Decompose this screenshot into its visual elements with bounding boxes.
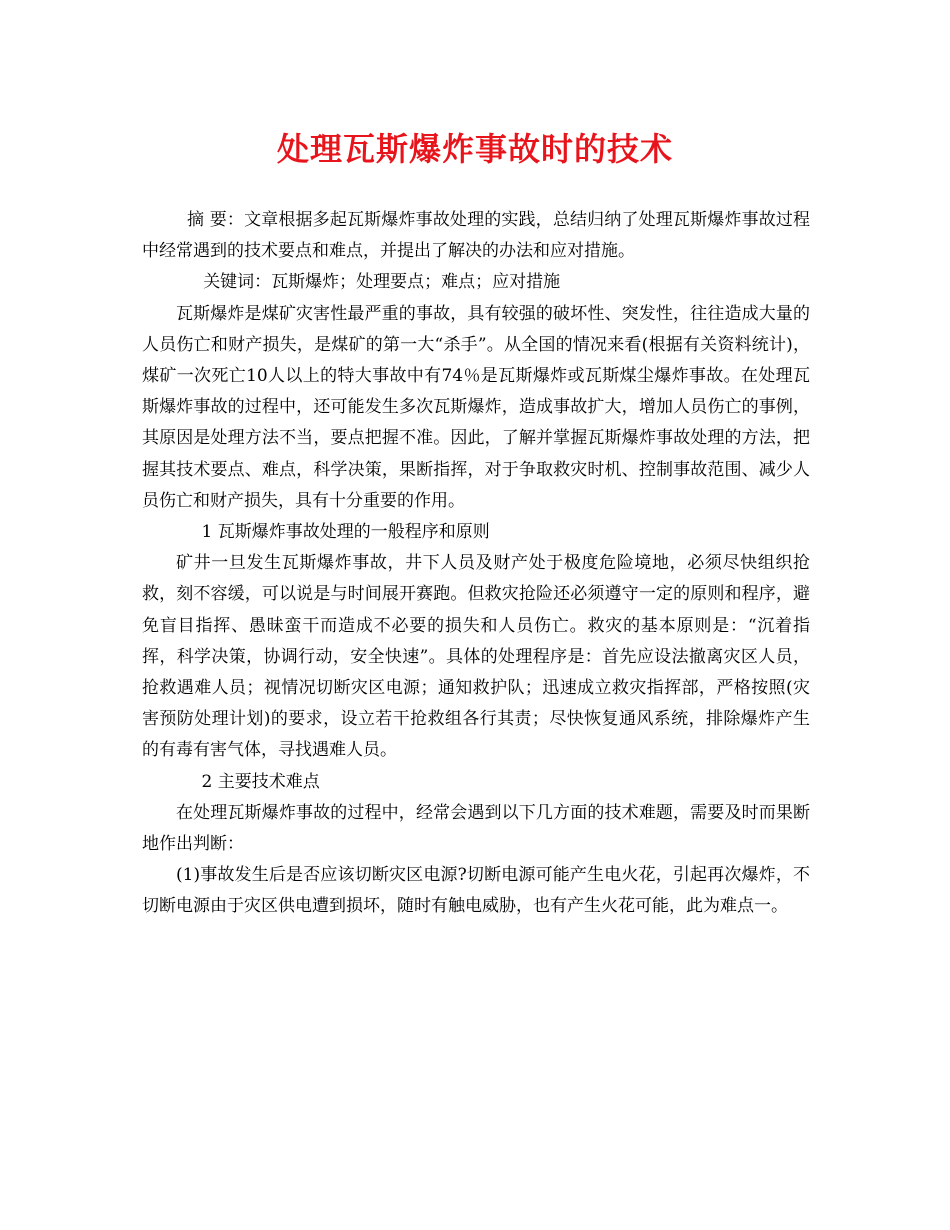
keywords-line: 关键词：瓦斯爆炸；处理要点；难点；应对措施 xyxy=(203,272,561,293)
intro-paragraph: 瓦斯爆炸是煤矿灾害性最严重的事故，具有较强的破坏性、突发性，往往造成大量的人员伤亡和财产损失，是煤矿的第一大“杀手”。从全国的情况来看(根据有关资料统计)，煤矿一次死亡10人以上的特大事故中有74％是瓦斯爆炸或瓦斯煤尘爆炸事故。在处理瓦斯爆炸事故的过程中，还可能发生多次瓦斯爆炸，造成事故扩大，增加人员伤亡的事例，其原因是处理方法不当，要点把握不准。因此，了解并掌握瓦斯爆炸事故处理的方法，把握其技术要点、难点，科学决策，果断指挥，对于争取救灾时机、控制事故范围、减少人员伤亡和财产损失，具有十分重要的作用。 xyxy=(142,303,810,511)
section-heading-2: 2 主要技术难点 xyxy=(201,771,320,792)
section-2-paragraph: 在处理瓦斯爆炸事故的过程中，经常会遇到以下几方面的技术难题，需要及时而果断地作出判断： xyxy=(142,802,810,855)
document-body xyxy=(142,205,810,923)
section-1-paragraph: 矿井一旦发生瓦斯爆炸事故，井下人员及财产处于极度危险境地，必须尽快组织抢救，刻不容缓，可以说是与时间展开赛跑。但救灾抢险还必须遵守一定的原则和程序，避免盲目指挥、愚昧蛮干而造成不必要的损失和人员伤亡。救灾的基本原则是：“沉着指挥，科学决策，协调行动，安全快速”。具体的处理程序是：首先应设法撤离灾区人员，抢救遇难人员；视情况切断灾区电源；通知救护队；迅速成立救灾指挥部，严格按照(灾害预防处理计划)的要求，设立若干抢救组各行其责；尽快恢复通风系统，排除爆炸产生的有毒有害气体，寻找遇难人员。 xyxy=(142,553,810,761)
document-title: 处理瓦斯爆炸事故时的技术 xyxy=(276,130,673,168)
difficulty-1-paragraph: (1)事故发生后是否应该切断灾区电源?切断电源可能产生电火花，引起再次爆炸，不切断电源由于灾区供电遭到损坏，随时有触电威胁，也有产生火花可能，此为难点一。 xyxy=(142,865,810,917)
section-heading-1: 1 瓦斯爆炸事故处理的一般程序和原则 xyxy=(201,522,490,543)
abstract-paragraph: 摘 要：文章根据多起瓦斯爆炸事故处理的实践，总结归纳了处理瓦斯爆炸事故过程中经常遇到的技术要点和难点，并提出了解决的办法和应对措施。 xyxy=(142,210,810,262)
